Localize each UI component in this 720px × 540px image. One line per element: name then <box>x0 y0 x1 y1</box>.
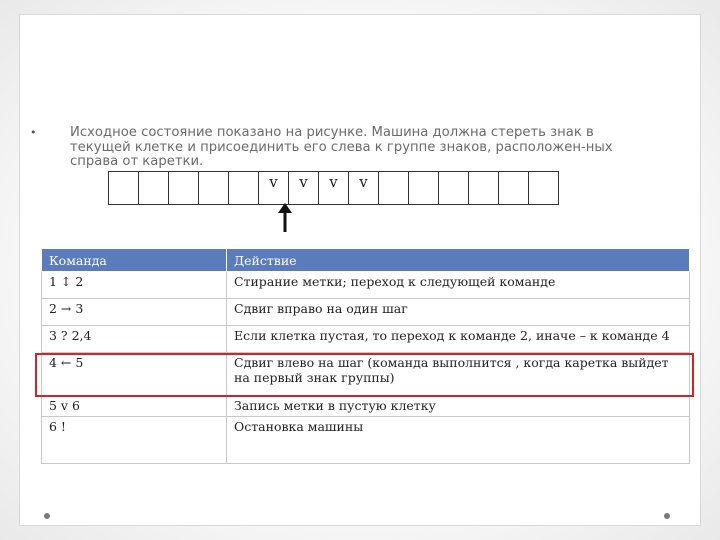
table-row <box>42 299 690 326</box>
action-cell: Сдвиг вправо на один шаг <box>227 299 690 326</box>
tape-cell <box>229 172 259 204</box>
intro-text <box>70 126 670 170</box>
action-cell: Остановка машины <box>227 417 690 464</box>
command-cell: 2 → 3 <box>42 299 227 326</box>
command-cell: 5 v 6 <box>42 396 227 417</box>
tape-cell <box>199 172 229 204</box>
action-cell: Если клетка пустая, то переход к команде 2, иначе – к команде 4 <box>227 326 690 353</box>
bullet-marker: • <box>30 126 37 139</box>
tape-cell: v <box>349 172 379 204</box>
tape-cell <box>109 172 139 204</box>
tape-cell <box>169 172 199 204</box>
command-cell: 4 ← 5 <box>42 353 227 396</box>
tape-cell-current: v <box>259 172 289 204</box>
table-row <box>42 326 690 353</box>
machine-tape <box>108 171 559 205</box>
up-arrow-icon <box>275 203 295 233</box>
action-cell: Стирание метки; переход к следующей команде <box>227 272 690 299</box>
command-cell: 6 ! <box>42 417 227 464</box>
intro-line-2: текущей клетке и присоединить его слева к группе знаков, расположен-ных <box>70 139 613 155</box>
action-cell: Сдвиг влево на шаг (команда выполнится , когда каретка выйдет на первый знак группы) <box>227 353 690 396</box>
table-row <box>42 272 690 299</box>
highlight-box <box>35 353 694 397</box>
tape-cell <box>499 172 529 204</box>
table-header-row <box>42 249 690 272</box>
corner-dot <box>664 513 670 519</box>
intro-line-1: Исходное состояние показано на рисунке. Машина должна стереть знак в <box>70 125 594 140</box>
tape-cell <box>409 172 439 204</box>
tape-cell: v <box>289 172 319 204</box>
header-command: Команда <box>42 249 227 272</box>
tape-cell <box>439 172 469 204</box>
table-row <box>42 417 690 464</box>
command-cell: 3 ? 2,4 <box>42 326 227 353</box>
table-row <box>42 396 690 417</box>
tape-cell <box>529 172 559 204</box>
action-cell: Запись метки в пустую клетку <box>227 396 690 417</box>
header-action: Действие <box>227 249 690 272</box>
tape-cell <box>379 172 409 204</box>
command-cell: 1 ↕ 2 <box>42 272 227 299</box>
intro-line-3: справа от каретки. <box>70 154 204 169</box>
tape-cell: v <box>319 172 349 204</box>
corner-dot <box>44 513 50 519</box>
tape-cell <box>139 172 169 204</box>
tape-cell <box>469 172 499 204</box>
